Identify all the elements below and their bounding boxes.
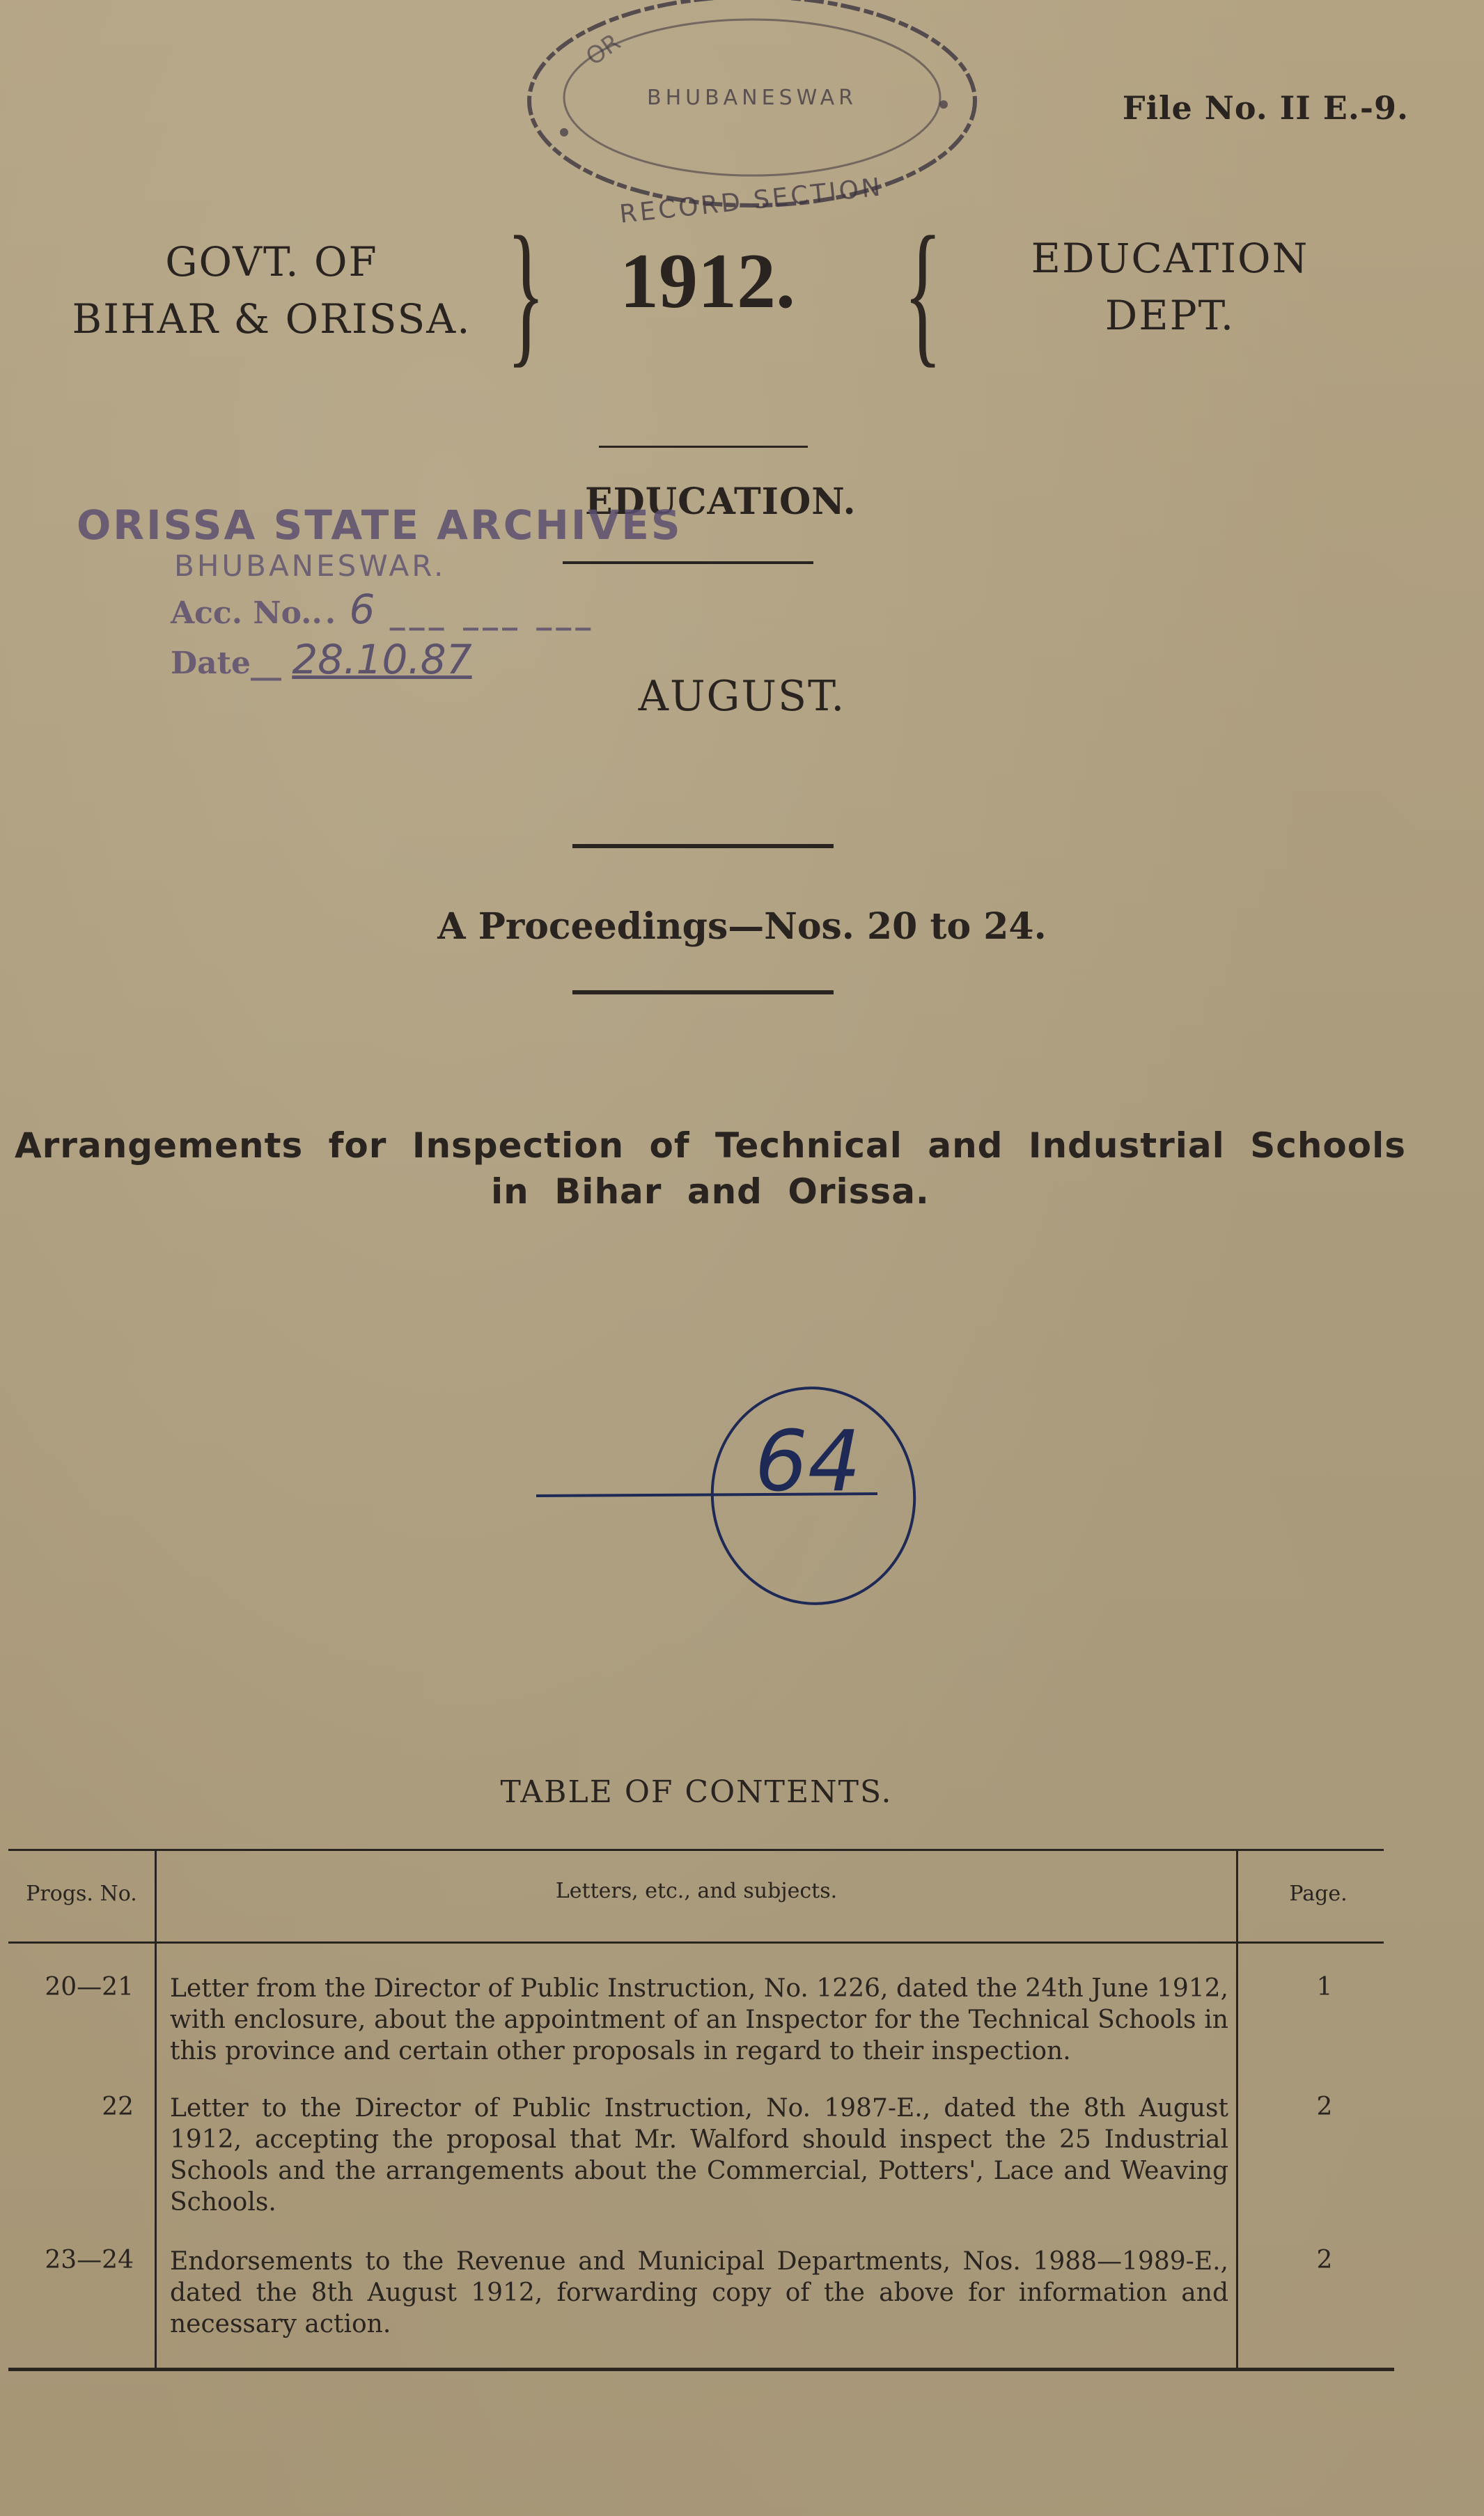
row-1-page: 1 [1316,1973,1333,2001]
year: 1912. [620,238,795,325]
file-number: File No. II E.-9. [1122,89,1409,127]
row-2-progs: 22 [102,2093,134,2121]
left-brace: { [903,203,942,381]
row-1-progs: 20—21 [45,1973,134,2001]
rule-above-subject [599,446,808,448]
table-of-contents [8,1849,1394,2371]
record-stamp-city: BHUBANESWAR [646,86,858,110]
handwritten-number-circle [515,1379,933,1616]
header-progs: Progs. No. [26,1882,137,1906]
right-brace: } [506,203,545,381]
proceedings-heading: A Proceedings—Nos. 20 to 24. [437,905,1047,948]
handwritten-number: 64 [754,1414,861,1510]
rule-below-proceedings [572,990,834,994]
record-stamp-section: RECORD SECTION [618,173,884,229]
row-1-subject: Letter from the Director of Public Instruction, No. 1226, dated the 24th June 1912, with enclosure, about the appointment of an Inspector for the Technical Schools in this province and certain other proposals in regard to their inspection. [170,1974,1228,2065]
column-divider-1 [155,1849,157,2368]
header-page: Page. [1289,1882,1348,1906]
govt-line-1: GOVT. OF [165,238,378,286]
accession-row: Acc. No... 6 ___ ___ ___ [171,586,595,633]
table-top-border [8,1849,1384,1851]
record-stamp-fragment: OR [581,28,626,72]
archives-city: BHUBANESWAR. [174,549,446,583]
dept-line-1: EDUCATION [1031,235,1309,282]
archives-name: ORISSA STATE ARCHIVES [77,501,682,549]
date-label: Date [171,646,251,681]
date-row: Date__ 28.10.87 [171,636,472,683]
row-3-progs: 23—24 [45,2246,134,2274]
dept-line-2: DEPT. [1104,292,1235,339]
rule-above-proceedings [572,844,834,848]
row-2-page: 2 [1316,2093,1333,2121]
accession-value: 6 [349,586,375,633]
month-heading: AUGUST. [638,672,846,721]
row-3-subject: Endorsements to the Revenue and Municipal Departments, Nos. 1988—1989-E., dated the 8th August 1912, forwarding copy of the above for information and necessary action. [170,2247,1228,2338]
header-subject: Letters, etc., and subjects. [555,1879,838,1903]
government-name [49,233,494,347]
record-section-stamp [515,0,989,237]
archives-stamp [77,501,682,683]
subject-heading: EDUCATION. [585,480,857,523]
table-bottom-border [8,2368,1394,2371]
date-value: 28.10.87 [292,636,472,683]
department-name [1003,230,1337,344]
row-3-page: 2 [1316,2246,1333,2274]
column-divider-2 [1236,1849,1238,2368]
header-bottom-border [8,1941,1384,1944]
file-description: Arrangements for Inspection of Technical and Industrial Schools in Bihar and Orissa. [14,1125,1407,1212]
row-2-subject: Letter to the Director of Public Instruction, No. 1987-E., dated the 8th August 1912, accepting the proposal that Mr. Walford should inspect the 25 Industrial Schools and the arrangements about the Commercial, Potters', Lace and Weaving Schools. [170,2094,1228,2217]
accession-label: Acc. No. [171,595,312,631]
toc-title: TABLE OF CONTENTS. [500,1774,893,1810]
govt-line-2: BIHAR & ORISSA. [72,295,471,343]
